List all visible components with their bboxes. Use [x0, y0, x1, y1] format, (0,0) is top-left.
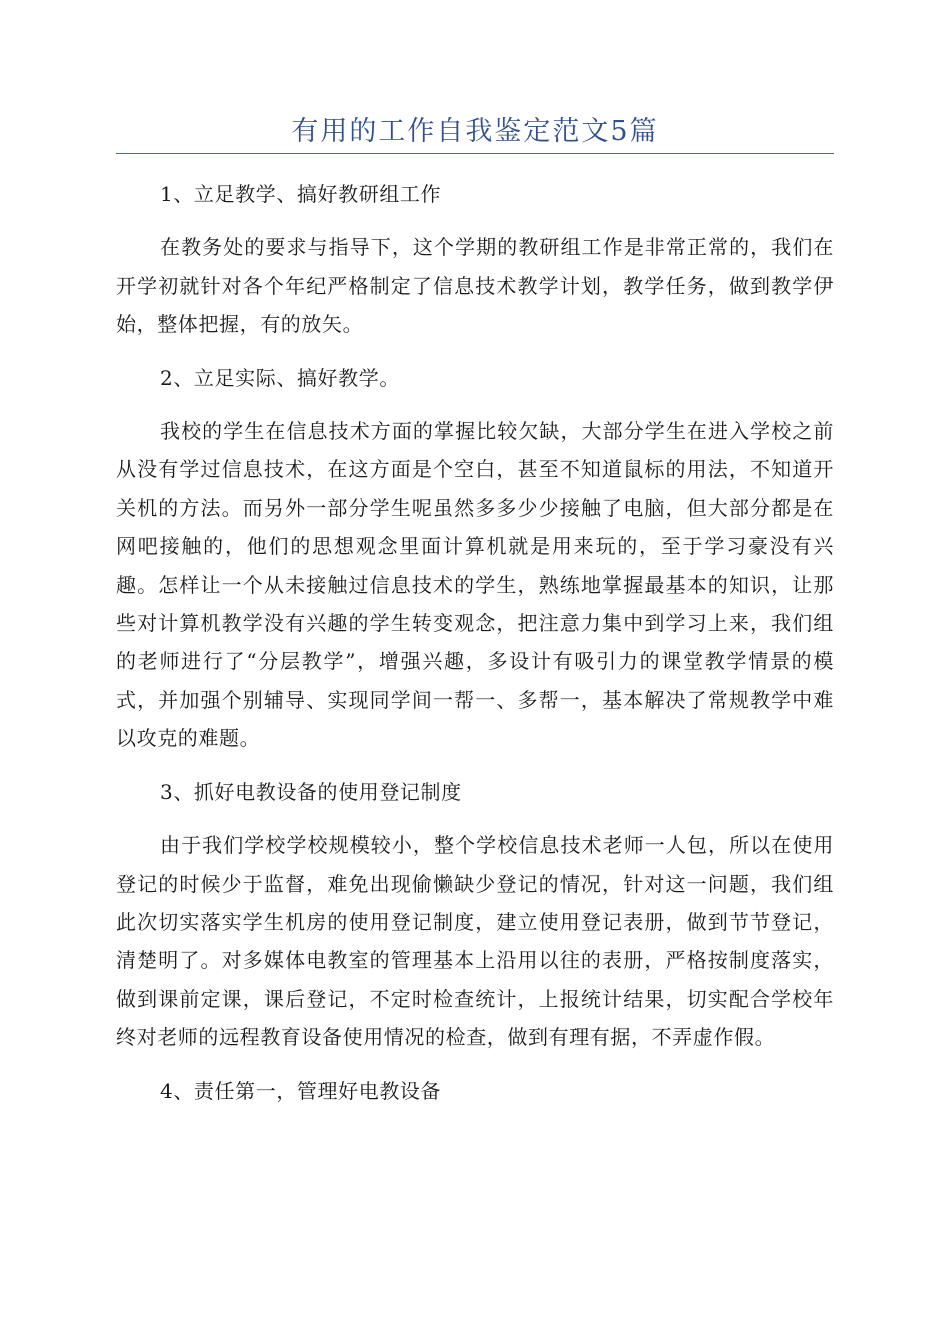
section-heading-3: 3、抓好电教设备的使用登记制度: [160, 779, 462, 804]
section-paragraph-1: 在教务处的要求与指导下，这个学期的教研组工作是非常正常的，我们在开学初就针对各个年纪严格制定了信息技术教学计划，教学任务，做到教学伊始，整体把握，有的放矢。: [116, 235, 834, 337]
section-heading-4: 4、责任第一，管理好电教设备: [160, 1078, 442, 1103]
document-body: [116, 175, 834, 1125]
title-underline: [116, 153, 834, 154]
section-paragraph-2: 我校的学生在信息技术方面的掌握比较欠缺，大部分学生在进入学校之前从没有学过信息技术，在这方面是个空白，甚至不知道鼠标的用法，不知道开关机的方法。而另外一部分学生呢虽然多多少少接触了电脑，但大部分都是在网吧接触的，他们的思想观念里面计算机就是用来玩的，至于学习豪没有兴趣。怎样让一个从未接触过信息技术的学生，熟练地掌握最基本的知识，让那些对计算机教学没有兴趣的学生转变观念，把注意力集中到学习上来，我们组的老师进行了“分层教学”，增强兴趣，多设计有吸引力的课堂教学情景的模式，并加强个别辅导、实现同学间一帮一、多帮一，基本解决了常规教学中难以攻克的难题。: [116, 419, 834, 751]
section-heading-2: 2、立足实际、搞好教学。: [160, 365, 400, 390]
document-title: 有用的工作自我鉴定范文5篇: [291, 116, 659, 147]
section-heading-1: 1、立足教学、搞好教研组工作: [160, 182, 442, 206]
section-paragraph-3: 由于我们学校学校规模较小，整个学校信息技术老师一人包，所以在使用登记的时候少于监督，难免出现偷懒缺少登记的情况，针对这一问题，我们组此次切实落实学生机房的使用登记制度，建立使用登记表册，做到节节登记，清楚明了。对多媒体电教室的管理基本上沿用以往的表册，严格按制度落实，做到课前定课，课后登记，不定时检查统计，上报统计结果，切实配合学校年终对老师的远程教育设备使用情况的检查，做到有理有据，不弄虚作假。: [116, 833, 834, 1050]
